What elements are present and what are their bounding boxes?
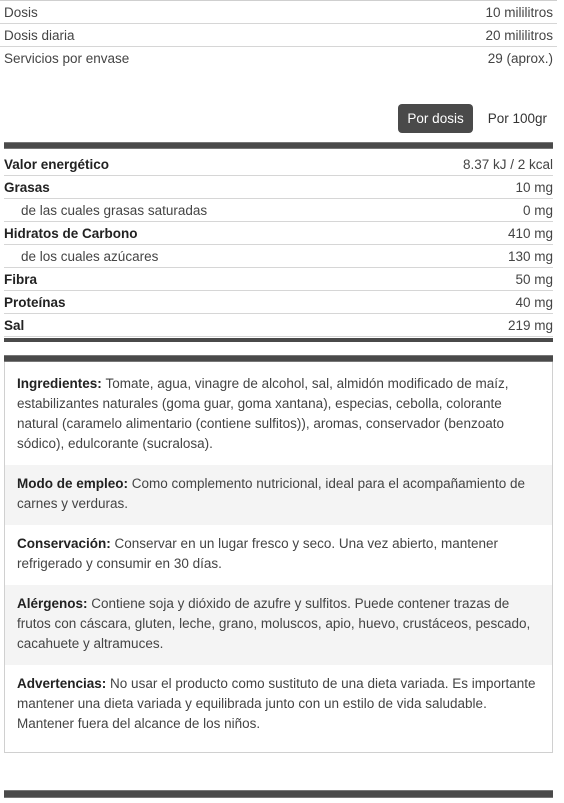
table-bottom-divider <box>4 338 553 342</box>
serving-row-dose <box>0 1 557 24</box>
nutrition-row-fiber <box>4 268 553 291</box>
nutrient-value: 40 mg <box>515 294 553 310</box>
nutrition-row-salt <box>4 314 553 337</box>
usage-label: Modo de empleo: <box>17 476 132 491</box>
nutrient-label: de las cuales grasas saturadas <box>21 202 208 218</box>
nutrient-value: 10 mg <box>515 179 553 195</box>
nutrient-label: Hidratos de Carbono <box>4 225 138 241</box>
warnings-section <box>5 665 552 745</box>
nutrition-row-energy <box>4 153 553 176</box>
usage-section <box>5 465 552 525</box>
nutrient-label: Grasas <box>4 179 50 195</box>
serving-value: 10 mililitros <box>485 4 553 20</box>
serving-label: Servicios por envase <box>4 51 130 66</box>
warnings-label: Advertencias: <box>17 676 111 691</box>
warnings-text: No usar el producto como sustituto de una dieta variada. Es importante mantener una dieta variada y equilibrada junto con un estilo de vida saludable. Mantener fuera del alcance de los niños. <box>17 676 536 731</box>
nutrient-value: 130 mg <box>507 248 553 264</box>
nutrient-value: 8.37 kJ / 2 kcal <box>462 156 553 172</box>
serving-value: 29 (aprox.) <box>487 51 553 66</box>
per-100g-button[interactable]: Por 100gr <box>479 104 556 133</box>
per-dose-button[interactable]: Por dosis <box>398 104 472 133</box>
nutrition-table <box>4 142 553 342</box>
storage-text: Conservar en un lugar fresco y seco. Una vez abierto, mantener refrigerado y consumir en 30 días. <box>17 536 498 571</box>
unit-toggle <box>398 104 556 133</box>
usage-text: Como complemento nutricional, ideal para el acompañamiento de carnes y verduras. <box>17 476 525 511</box>
storage-section <box>5 525 552 585</box>
ingredients-text: Tomate, agua, vinagre de alcohol, sal, almidón modificado de maíz, estabilizantes naturales (goma guar, goma xantana), especias, cebolla, colorante natural (caramelo alimentario (contiene sulfitos)), aromas, conservador (benzoato sódico), edulcorante (sucralosa). <box>17 376 509 451</box>
nutrition-row-fats <box>4 176 553 199</box>
nutrient-value: 219 mg <box>507 317 553 333</box>
serving-info-table <box>0 0 557 70</box>
product-info-box <box>4 355 553 753</box>
info-top-divider <box>4 355 553 362</box>
nutrient-label: Fibra <box>4 271 38 287</box>
nutrient-label: de los cuales azúcares <box>21 248 159 264</box>
storage-label: Conservación: <box>17 536 115 551</box>
nutrient-label: Valor energético <box>4 156 110 172</box>
serving-value: 20 mililitros <box>485 27 553 43</box>
allergens-label: Alérgenos: <box>17 596 92 611</box>
serving-row-servings-per-container <box>0 47 557 70</box>
nutrient-value: 0 mg <box>522 202 553 218</box>
nutrient-value: 410 mg <box>507 225 553 241</box>
nutrient-value: 50 mg <box>515 271 553 287</box>
nutrition-rows <box>4 153 553 337</box>
ingredients-label: Ingredientes: <box>17 376 106 391</box>
serving-row-daily-dose <box>0 24 557 47</box>
ingredients-section <box>5 362 552 465</box>
nutrition-row-sugars <box>4 245 553 268</box>
serving-label: Dosis <box>4 4 38 20</box>
nutrition-row-saturated-fats <box>4 199 553 222</box>
table-top-divider <box>4 142 553 149</box>
nutrition-row-proteins <box>4 291 553 314</box>
bottom-divider <box>4 790 553 798</box>
nutrition-row-carbohydrates <box>4 222 553 245</box>
serving-label: Dosis diaria <box>4 27 75 43</box>
allergens-text: Contiene soja y dióxido de azufre y sulfitos. Puede contener trazas de frutos con cáscara, gluten, leche, grano, moluscos, apio, huevo, crustáceos, pescado, cacahuete y altramuces. <box>17 596 531 651</box>
allergens-section <box>5 585 552 665</box>
nutrient-label: Proteínas <box>4 294 66 310</box>
nutrient-label: Sal <box>4 317 25 333</box>
